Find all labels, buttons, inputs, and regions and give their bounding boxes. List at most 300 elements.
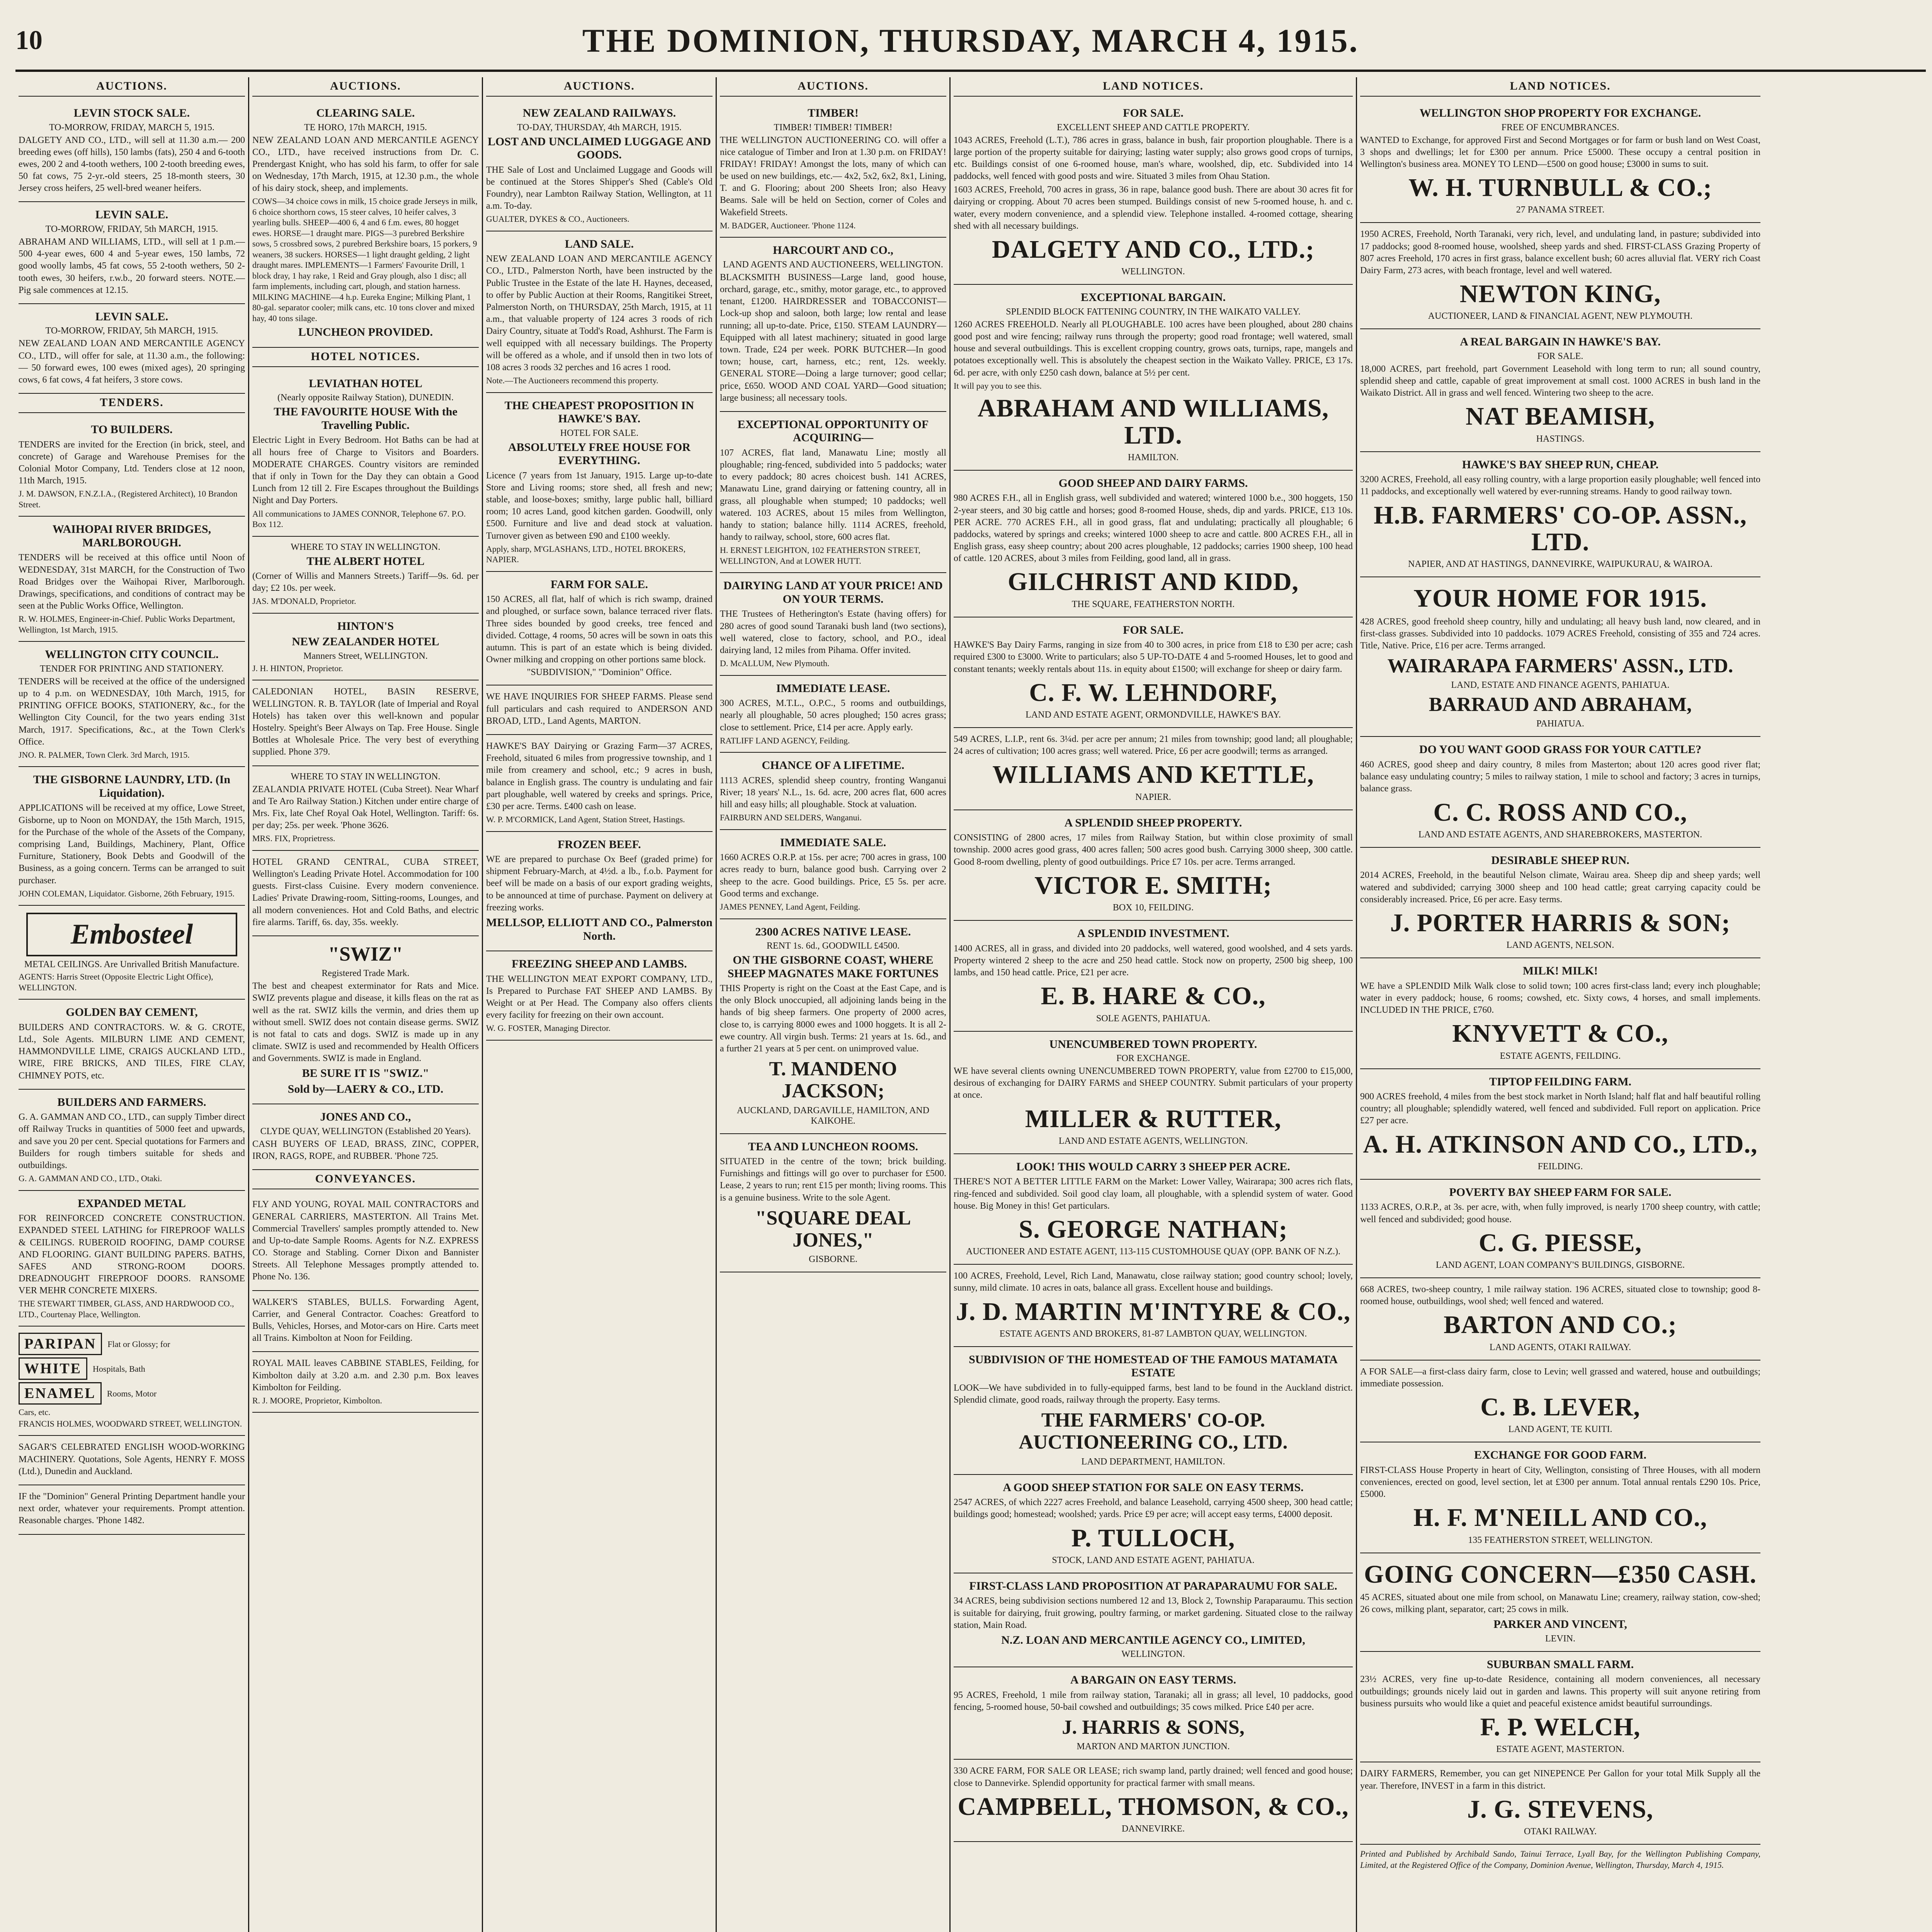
ad-title: FIRST-CLASS LAND PROPOSITION AT PARAPARAUMU FOR SALE.	[969, 1579, 1337, 1592]
ad-clearing-sale	[252, 100, 479, 348]
ad-kicker: HINTON'S	[337, 619, 394, 633]
ad-walkers-stables	[252, 1291, 479, 1352]
ad-welch	[1360, 1652, 1760, 1762]
ad-dominion-printing	[19, 1485, 245, 1535]
ad-body: WE have several clients owning UNENCUMBERED TOWN PROPERTY, value from £2700 to £15,000, desirous of exchanging for DAIRY FARMS and SHEEP COUNTRY. Submit particulars of your property at once.	[954, 1066, 1353, 1100]
ad-place: LAND AND ESTATE AGENTS, WELLINGTON.	[1058, 1136, 1248, 1146]
ad-place: 27 PANAMA STREET.	[1516, 205, 1605, 215]
ad-subtitle: SPLENDID BLOCK FATTENING COUNTRY, IN THE WAIKATO VALLEY.	[1006, 306, 1301, 317]
ad-advertiser: GILCHRIST AND KIDD,	[1007, 568, 1299, 596]
ad-expanded-metal	[19, 1191, 245, 1327]
ad-title: IMMEDIATE SALE.	[780, 836, 886, 849]
ad-title: TO BUILDERS.	[91, 423, 173, 436]
ad-barton	[1360, 1278, 1760, 1361]
ad-body: THE WELLINGTON MEAT EXPORT COMPANY, LTD., Is Prepared to Purchase FAT SHEEP AND LAMBS. By Weight or at Per Head. The Company also offers clients every facility for freezing on their own account.	[486, 974, 713, 1020]
ad-title: EXCEPTIONAL OPPORTUNITY OF ACQUIRING—	[737, 418, 929, 444]
ad-signature: MELLSOP, ELLIOTT AND CO., Palmerston North.	[486, 916, 713, 942]
ad-body: HAWKE'S BAY Dairying or Grazing Farm—37 ACRES, Freehold, situated 6 miles from progressive township, and 1 mile from creamery and school, etc.; 9 acres in bush, balance in English grass. The country is undulating and fair part ploughable, well watered by creeks and springs. Price, £30 per acre. Terms. £400 cash on lease.	[486, 741, 713, 811]
ad-body: The best and cheapest exterminator for Rats and Mice. SWIZ prevents plague and disease, it kills fleas on the rat as well as the rat. SWIZ kills the vermin, and dries them up without smell. SWIZ does not contain disease germs. SWIZ is not fatal to cats and dogs. SWIZ is made up in any climate. SWIZ is used and recommended by Health Officers and Governments. SWIZ is made in England.	[252, 981, 479, 1064]
ad-place: LAND AGENTS, OTAKI RAILWAY.	[1489, 1342, 1631, 1352]
ad-tender-city-council	[19, 642, 245, 767]
ad-place: WELLINGTON.	[1121, 1649, 1185, 1660]
ad-body: 1400 ACRES, all in grass, and divided into 20 paddocks, well watered, good woolshed, and 4 sets yards. Property wintered 2 sheep to the acre and 250 head cattle. Stock now on property, 2500 big sheep, 100 lambs, and 150 head cattle. Price, £21 per acre.	[954, 943, 1353, 978]
ad-title: DO YOU WANT GOOD GRASS FOR YOUR CATTLE?	[1419, 743, 1702, 756]
ad-frozen-beef	[486, 832, 713, 951]
ad-title: A GOOD SHEEP STATION FOR SALE ON EASY TERMS.	[1003, 1481, 1304, 1494]
ad-tender-waihopai	[19, 517, 245, 642]
ad-body: (Corner of Willis and Manners Streets.) Tariff—9s. 6d. per day; £2 10s. per week.	[252, 571, 479, 594]
ad-title: UNENCUMBERED TOWN PROPERTY.	[1049, 1037, 1257, 1051]
ad-freezing-sheep	[486, 951, 713, 1041]
ad-body: WE have a SPLENDID Milk Walk close to solid town; 100 acres first-class land; every inch ploughable; water in every paddock; house, 6 rooms; cowshed, etc. Sixty cows, 4 horses, and small implements. INCLUDED IN THE PRICE, £760.	[1360, 981, 1760, 1015]
ad-fly-young	[252, 1193, 479, 1291]
ad-advertiser: N.Z. LOAN AND MERCANTILE AGENCY CO., LIMITED,	[1001, 1633, 1305, 1646]
ad-title: EXPANDED METAL	[78, 1197, 186, 1210]
paripan-note: Rooms, Motor	[107, 1388, 157, 1398]
ad-body: SITUATED in the centre of the town; brick building. Furnishings and fittings will go over to purchaser for £500. Lease, 2 years to run; rent £15 per month; living rooms. This is a genuine business. Write to the sole Agent.	[720, 1156, 946, 1203]
ad-piesse	[1360, 1180, 1760, 1278]
ad-advertiser: T. MANDENO JACKSON;	[769, 1058, 897, 1102]
ad-body: DALGETY AND CO., LTD., will sell at 11.30 a.m.— 200 breeding ewes (off hills), 150 lambs (fats), 250 4 and 6-tooth ewes, 200 2 and 4-tooth wethers, 100 2-tooth breeding ewes, 50 fat cows, 75 2-yr.-old steers, 25 18-month steers, 30 Jersey cross heifers, 25 well-bred weaner heifers.	[19, 135, 245, 194]
ad-kicker: ON THE GISBORNE COAST, WHERE SHEEP MAGNATES MAKE FORTUNES	[728, 954, 939, 980]
ad-signature: D. McALLUM, New Plymouth.	[720, 658, 830, 668]
ad-body: 1260 ACRES FREEHOLD. Nearly all PLOUGHABLE. 100 acres have been ploughed, about 280 chains good post and wire fencing; railway runs through the property; good road frontage; well watered, small house and several outbuildings. This is excellent cropping country, grows oats, turnips, rape, mangels and potatoes exceptionally well. This is absolutely the cheapest section in the Waikato Valley. PRICE, £3 17s. 6d. per acre, with only £250 cash down, balance at 5½ per cent.	[954, 319, 1353, 378]
ad-body: 460 ACRES, good sheep and dairy country, 8 miles from Masterton; about 120 acres good river flat; balance easy undulating country; 5 miles to railway station, 1 mile to school and factory; 3 acres in turnips, balance grass.	[1360, 759, 1760, 794]
ad-title: POVERTY BAY SHEEP FARM FOR SALE.	[1449, 1185, 1672, 1199]
ad-body: 18,000 ACRES, part freehold, part Government Leasehold with long term to run; all sound country, splendid sheep and cattle, capable of great improvement at small cost. 1000 ACRES in bush land in the Waikato District. All in grass and well fenced. Wintering two sheep to the acre.	[1360, 364, 1760, 398]
ad-title: A SPLENDID INVESTMENT.	[1077, 927, 1230, 940]
ad-advertiser: DALGETY AND CO., LTD.;	[992, 235, 1315, 264]
ad-note: It will pay you to see this.	[954, 381, 1042, 391]
ad-title: FROZEN BEEF.	[558, 838, 641, 851]
ad-title: TIMBER!	[808, 107, 859, 119]
ad-body: THIS Property is right on the Coast at the East Cape, and is the only Block unoccupied, all adjoining lands being in the hands of big sheep farmers. One property of 2000 acres, close to, is carrying 8000 ewes and 1000 hoggets. It is all 2-ewe country. All virgin bush. Terms: 21 years at 1s. 6d., and a further 21 years at 5 per cent. on unimproved value.	[720, 983, 946, 1054]
paripan-note: Hospitals, Bath	[93, 1364, 145, 1374]
ad-leviathan-hotel	[252, 371, 479, 537]
ad-body: BUILDERS AND CONTRACTORS. W. & G. CROTE, Ltd., Sole Agents. MILBURN LIME AND CEMENT, HAMMONDVILLE LIME, CRAIGS AUCKLAND LTD., WIRE, FIRE BRICKS, AND TILES, FIRE CLAY, CHIMNEY POTS, etc.	[19, 1022, 245, 1081]
ad-body: 1950 ACRES, Freehold, North Taranaki, very rich, level, and undulating land, in pasture; subdivided into 17 paddocks; good 8-roomed house, woolshed, sheep yards and shed. FIRST-CLASS Grazing Property of 807 acres Freehold, 170 acres in first grass, balance excellent bush; 60 acres alluvial flat. VERY rich Coast Dairy Farm, 273 acres, with beach frontage, level and well watered.	[1360, 229, 1760, 276]
ad-lever	[1360, 1361, 1760, 1443]
ad-tea-rooms	[720, 1134, 946, 1273]
ad-harris-sons	[954, 1667, 1353, 1760]
ad-levin-sale-nzloan	[19, 304, 245, 394]
ad-place: LAND AGENT, TE KUITI.	[1508, 1424, 1612, 1435]
ad-signature: R. J. MOORE, Proprietor, Kimbolton.	[252, 1395, 382, 1405]
ad-body: 1113 ACRES, splendid sheep country, fronting Wanganui River; 18 years' N.L., 1s. 6d. acre, 200 acres flat, 600 acres hill and easy hills; all ploughable. Stock at valuation.	[720, 775, 946, 810]
ad-body: Electric Light in Every Bedroom. Hot Baths can be had at all hours free of Charge to Visitors and Boarders. MODERATE CHARGES. Country visitors are reminded that if only in Town for the Day they can obtain a Good Lunch from 12 till 2. Fire Escapes throughout the Buildings Night and Day Porters.	[252, 435, 479, 506]
paripan-note: Cars, etc.	[19, 1407, 51, 1417]
ad-body: NEW ZEALAND LOAN AND MERCANTILE AGENCY CO., LTD., have received instructions from Dr. C. Prendergast Knight, who has sold his farm, to offer for sale on Wednesday, 17th March, 1915, at 12.30 p.m., the whole of his dairy stock, sheep, and implements.	[252, 135, 479, 194]
ad-land-sale	[486, 231, 713, 393]
ad-tender-builders	[19, 417, 245, 517]
ad-levin-stock-sale	[19, 100, 245, 202]
embosteel-logo: Embosteel	[26, 913, 237, 956]
ad-place: DANNEVIRKE.	[1121, 1824, 1185, 1834]
ad-railways-lost-luggage	[486, 100, 713, 231]
ad-subtitle: FREE OF ENCUMBRANCES.	[1501, 122, 1619, 133]
ad-nz-loan-paraparaumu	[954, 1573, 1353, 1668]
ad-body: WANTED to Exchange, for approved First and Second Mortgages or for farm or bush land on West Coast, 3 shops and dwellings; let for £300 per annum. Price £5000. These occupy a central position in Wellington's business area. MONEY TO LEND—£500 on good house; £3000 in sums to suit.	[1360, 135, 1760, 169]
ad-place: MARTON AND MARTON JUNCTION.	[1077, 1742, 1230, 1752]
ad-title: BUILDERS AND FARMERS.	[57, 1095, 206, 1109]
ad-hawkes-bay-dairying	[486, 735, 713, 832]
ad-signature: FRANCIS HOLMES, WOODWARD STREET, WELLINGTON.	[19, 1418, 242, 1429]
ad-subtitle: HOTEL FOR SALE.	[560, 428, 639, 438]
ad-title: SUBURBAN SMALL FARM.	[1486, 1658, 1634, 1671]
ad-motto: BE SURE IT IS "SWIZ."	[302, 1067, 429, 1080]
ad-grand-central	[252, 851, 479, 936]
ad-advertiser: P. TULLOCH,	[1071, 1524, 1235, 1552]
ad-hintons	[252, 614, 479, 681]
ad-newton-king	[1360, 223, 1760, 329]
ad-body: THE Sale of Lost and Unclaimed Luggage and Goods will be continued at the Stores Shipper's Shed (Cable's Old Foundry), near Lambton Railway Station, Wellington, at 11 a.m. To-day.	[486, 165, 713, 211]
ad-title: TEA AND LUNCHEON ROOMS.	[748, 1140, 918, 1153]
ad-body: 330 ACRE FARM, FOR SALE OR LEASE; rich swamp land, partly drained; well fenced and good house; close to Dannevirke. Splendid opportunity for practical farmer with small means.	[954, 1766, 1353, 1788]
page-number: 10	[15, 26, 43, 55]
ad-agents: AGENTS: Harris Street (Opposite Electric Light Office), WELLINGTON.	[19, 972, 213, 992]
ad-signature: THE STEWART TIMBER, GLASS, AND HARDWOOD CO., LTD., Courtenay Place, Wellington.	[19, 1299, 234, 1319]
section-header-hotels: HOTEL NOTICES.	[252, 348, 479, 367]
ad-place: OTAKI RAILWAY.	[1524, 1826, 1597, 1837]
ad-date: TO-MORROW, FRIDAY, 5th MARCH, 1915.	[45, 326, 218, 336]
ad-body: G. A. GAMMAN AND CO., LTD., can supply Timber direct off Railway Trucks in quantities of 5000 feet and upwards, and save you 20 per cent. Special quotations for Farmers and Builders for rough timbers suitable for sheds and outbuildings.	[19, 1112, 245, 1170]
ad-advertiser: NAT BEAMISH,	[1466, 402, 1655, 431]
ad-title: CHANCE OF A LIFETIME.	[762, 759, 905, 772]
ad-title: WAIHOPAI RIVER BRIDGES, MARLBOROUGH.	[52, 523, 211, 549]
ad-signature: All communications to JAMES CONNOR, Telephone 67. P.O. Box 112.	[252, 509, 466, 529]
ad-title: HARCOURT AND CO.,	[773, 244, 893, 257]
ad-title: CLEARING SALE.	[316, 107, 415, 119]
paripan-word: WHITE	[19, 1357, 87, 1380]
ad-title: HAWKE'S BAY SHEEP RUN, CHEAP.	[1462, 458, 1659, 471]
ad-paripan	[19, 1327, 245, 1436]
ad-body: THERE'S NOT A BETTER LITTLE FARM on the Market: Lower Valley, Wairarapa; 300 acres rich flats, ring-fenced and subdivided. Soil good clay loam, all ploughable, with a splendid system of water. Good house. Big Money in this! Get particulars.	[954, 1177, 1353, 1211]
paripan-word: ENAMEL	[19, 1382, 102, 1405]
ad-body: 1660 ACRES O.R.P. at 15s. per acre; 700 acres in grass, 100 acres ready to burn, balance good bush. Carrying over 2 sheep to the acre. Good buildings. Price, £5 5s. per acre. Good terms and exchange.	[720, 852, 946, 899]
ad-title: SUBDIVISION OF THE HOMESTEAD OF THE FAMOUS MATAMATA ESTATE	[969, 1353, 1338, 1379]
ad-date: TE HORO, 17th MARCH, 1915.	[304, 122, 427, 133]
ad-title: WELLINGTON SHOP PROPERTY FOR EXCHANGE.	[1419, 107, 1701, 119]
ad-title: DAIRYING LAND AT YOUR PRICE! AND ON YOUR TERMS.	[723, 579, 943, 605]
ad-place: LAND AND ESTATE AGENTS, AND SHAREBROKERS, MASTERTON.	[1418, 829, 1702, 840]
ad-place: AUCTIONEER, LAND & FINANCIAL AGENT, NEW PLYMOUTH.	[1428, 311, 1693, 321]
masthead-title: THE DOMINION, THURSDAY, MARCH 4, 1915.	[582, 22, 1359, 59]
ad-body: A FOR SALE—a first-class dairy farm, close to Levin; well grassed and watered, house and outbuildings; immediate possession.	[1360, 1366, 1760, 1389]
ad-hare	[954, 921, 1353, 1031]
ad-place: 135 FEATHERSTON STREET, WELLINGTON.	[1468, 1535, 1653, 1545]
masthead	[15, 12, 1926, 72]
ad-signature: JAS. M'DONALD, Proprietor.	[252, 596, 356, 606]
ad-advertiser: MILLER & RUTTER,	[1025, 1104, 1282, 1133]
ad-body: DAIRY FARMERS, Remember, you can get NINEPENCE Per Gallon for your total Milk Supply all the year. Therefore, INVEST in a farm in this district.	[1360, 1769, 1760, 1791]
ad-title: YOUR HOME FOR 1915.	[1413, 584, 1707, 613]
ad-title: LEVIN SALE.	[95, 310, 168, 323]
ad-advertiser: J. G. STEVENS,	[1467, 1795, 1653, 1823]
ad-swiz	[252, 936, 479, 1105]
ad-advertiser: NEWTON KING,	[1459, 280, 1661, 308]
ad-body: TENDERS will be received at this office until Noon of WEDNESDAY, 31st MARCH, for the Construction of Two Road Bridges over the Waihopai River, Marlborough. Drawings, specifications, and conditions of contract may be seen at the Public Works Office, Wellington.	[19, 553, 245, 611]
ad-going-concern	[1360, 1553, 1760, 1652]
ad-place: BOX 10, FEILDING.	[1112, 903, 1194, 913]
ad-body: BLACKSMITH BUSINESS—Large land, good house, orchard, garage, etc., smithy, motor garage, etc., to approved tenant, £1200. HAIRDRESSER and TOBACCONIST—Lock-up shop and saloon, both large; low rental and lease running; all up-to-date. Price, £150. STEAM LAUNDRY—Equipped with all latest machinery; situated in good large town. Trade, £24 per week. PORK BUTCHER—In good town; house, cart, harness, etc.; rent, 12s. weekly. GENERAL STORE—Doing a large turnover; good cellar; price, £650. WOOD AND COAL YARD—Good situation; large business; all necessary tools.	[720, 272, 946, 403]
ad-signature: J. H. HINTON, Proprietor.	[252, 663, 343, 673]
ad-title: LEVIN SALE.	[95, 208, 168, 221]
ad-exceptional-bargain	[954, 285, 1353, 471]
ad-harcourt	[720, 238, 946, 412]
ad-matamata	[954, 1347, 1353, 1475]
ad-place: FEILDING.	[1537, 1161, 1583, 1172]
ad-advertiser: CAMPBELL, THOMSON, & CO.,	[957, 1792, 1349, 1821]
ad-signature: RATLIFF LAND AGENCY, Feilding.	[720, 735, 850, 745]
ad-date: TO-MORROW, FRIDAY, 5th MARCH, 1915.	[45, 224, 218, 234]
ad-nat-beamish	[1360, 329, 1760, 452]
section-header-auctions: AUCTIONS.	[486, 77, 713, 97]
ad-nathan	[954, 1154, 1353, 1265]
ad-levin-sale-abraham	[19, 202, 245, 304]
ad-place: ESTATE AGENT, MASTERTON.	[1496, 1744, 1624, 1755]
column-5	[951, 77, 1357, 1932]
ad-kicker: WHERE TO STAY IN WELLINGTON.	[291, 542, 440, 552]
ad-signature: G. A. GAMMAN AND CO., LTD., Otaki.	[19, 1173, 162, 1184]
ad-body: ABRAHAM AND WILLIAMS, LTD., will sell at 1 p.m.— 500 4-year ewes, 600 4 and 5-year ewes, 150 lambs, 72 good woolly lambs, 45 fat cows, 55 2-tooth wethers, 50 2-tooth ewes, 30 heifers, r.w.b., 20 forward steers. NOTE.—Pig sale commences at 12.15.	[19, 236, 245, 295]
ad-title: EXCEPTIONAL BARGAIN.	[1080, 291, 1226, 304]
ad-subtitle: (Nearly opposite Railway Station), DUNEDIN.	[277, 393, 454, 403]
ad-title: LEVIATHAN HOTEL	[309, 377, 422, 390]
ad-body: NEW ZEALAND LOAN AND MERCANTILE AGENCY CO., LTD., will offer for sale, at 11.30 a.m., the following:— 50 forward ewes, 100 ewes (mixed ages), 20 springing cows, 6 fat cows, 4 fat heifers, 3 store cows.	[19, 338, 245, 385]
ad-advertiser: THE FARMERS' CO-OP. AUCTIONEERING CO., LTD.	[1019, 1409, 1288, 1454]
ad-subtitle: TENDER FOR PRINTING AND STATIONERY.	[40, 663, 224, 674]
ad-advertiser: WILLIAMS AND KETTLE,	[992, 760, 1314, 789]
ad-signature: H. ERNEST LEIGHTON, 102 FEATHERSTON STREET, WELLINGTON, And at LOWER HUTT.	[720, 545, 921, 566]
ad-place: LAND AGENTS, NELSON.	[1506, 940, 1614, 951]
ad-title: WELLINGTON CITY COUNCIL.	[45, 648, 219, 661]
ad-place: STOCK, LAND AND ESTATE AGENT, PAHIATUA.	[1052, 1555, 1255, 1565]
ad-tulloch	[954, 1475, 1353, 1573]
ad-body: 34 ACRES, being subdivision sections numbered 12 and 13, Block 2, Township Paraparaumu. This section is suitable for dairying, fruit growing, poultry farming, or market gardening. Situated close to the railway station, Main Road.	[954, 1596, 1353, 1630]
ad-advertiser: WAIRARAPA FARMERS' ASSN., LTD.	[1387, 655, 1733, 677]
column-3	[483, 77, 717, 1932]
ad-body: SAGAR'S CELEBRATED ENGLISH WOOD-WORKING MACHINERY. Quotations, Sole Agents, HENRY F. MOSS (Ltd.), Dunedin and Auckland.	[19, 1442, 245, 1476]
ad-body: 900 ACRES freehold, 4 miles from the best stock market in North Island; half flat and half beautiful rolling country; all ploughable; splendidly watered, well fenced and subdivided. Full report on application. Price £27 per acre.	[1360, 1092, 1760, 1126]
ad-title: A BARGAIN ON EASY TERMS.	[1070, 1673, 1236, 1687]
ad-subtitle: FOR SALE.	[1537, 351, 1583, 361]
ad-signature: JAMES PENNEY, Land Agent, Feilding.	[720, 902, 861, 912]
ad-kicker: WHERE TO STAY IN WELLINGTON.	[291, 771, 440, 782]
section-header-land-notices: LAND NOTICES.	[1360, 77, 1760, 97]
ad-body: 100 ACRES, Freehold, Level, Rich Land, Manawatu, close railway station; good country school; lovely, sunny, mild climate. 10 acres in oats, balance all grass. Excellent house and buildings.	[954, 1271, 1353, 1293]
ad-body: 3200 ACRES, Freehold, all easy rolling country, with a large proportion easily ploughable; well fenced into 11 paddocks, and exceptionally well watered by ever-running streams. Handy to good railway town.	[1360, 474, 1760, 497]
ad-place: GISBORNE.	[808, 1254, 857, 1265]
ad-signature: R. W. HOLMES, Engineer-in-Chief. Public Works Department, Wellington, 1st March, 1915.	[19, 614, 235, 634]
ad-farm-for-sale	[486, 572, 713, 686]
ad-body: LOOK—We have subdivided in to fully-equipped farms, best land to be found in the Auckland district. Splendid climate, good roads, railway through the property. Easy terms.	[954, 1383, 1353, 1405]
ad-date: TO-MORROW, FRIDAY, MARCH 5, 1915.	[49, 122, 215, 133]
ad-gisborne-laundry	[19, 767, 245, 906]
ad-miller-rutter	[954, 1032, 1353, 1154]
ad-campbell-thomson	[954, 1760, 1353, 1842]
section-header-auctions: AUCTIONS.	[252, 77, 479, 97]
ad-title: LAND SALE.	[565, 237, 634, 250]
ad-immediate-sale	[720, 830, 946, 919]
ad-place: AUCTIONEER AND ESTATE AGENT, 113-115 CUSTOMHOUSE QUAY (OPP. BANK OF N.Z.).	[966, 1247, 1340, 1257]
section-header-auctions: AUCTIONS.	[720, 77, 946, 97]
ad-advertiser: BARRAUD AND ABRAHAM,	[1429, 694, 1692, 716]
ad-body: TENDERS are invited for the Erection (in brick, steel, and concrete) of Garage and Warehouse Premises for the Colonial Motor Company, Ltd. Tenders close at 12 noon, 11th March, 1915.	[19, 439, 245, 486]
ad-body: 980 ACRES F.H., all in English grass, well subdivided and watered; wintered 1000 b.e., 300 hoggets, 150 2-year steers, and 30 big cattle and horses; good 8-roomed House, sheds, dip and yards. PRICE, £13 10s. PER ACRE. 770 ACRES F.H., all in good grass, flat and undulating; practically all ploughable; 6 paddocks, watered by springs and creeks; wintered 1000 sheep to acre and cattle. 800 ACRES F.H., all in English grass, easy sheep country; about 200 acres ploughable, 12 paddocks; carries 1900 sheep, 100 head of cattle. 120 ACRES, about 3 miles from Feilding, good land, all in grass.	[954, 493, 1353, 564]
ad-tagline: ABSOLUTELY FREE HOUSE FOR EVERYTHING.	[508, 440, 691, 467]
ad-title: 2300 ACRES NATIVE LEASE.	[755, 925, 911, 938]
ad-place: PAHIATUA.	[1536, 719, 1584, 729]
ad-advertiser: C. G. PIESSE,	[1479, 1228, 1642, 1257]
ad-advertiser: F. P. WELCH,	[1480, 1713, 1641, 1742]
ad-turnbull	[1360, 100, 1760, 223]
ad-embosteel	[19, 906, 245, 1000]
ad-title: MILK! MILK!	[1522, 964, 1598, 978]
ad-date: TO-DAY, THURSDAY, 4th MARCH, 1915.	[517, 122, 682, 133]
ad-subtitle: Registered Trade Mark.	[321, 968, 410, 979]
ad-advertiser: C. F. W. LEHNDORF,	[1029, 678, 1277, 707]
ad-body: CASH BUYERS OF LEAD, BRASS, ZINC, COPPER, IRON, RAGS, ROPE, and RUBBER. 'Phone 725.	[252, 1139, 479, 1162]
ad-body: Manners Street, WELLINGTON.	[303, 651, 428, 661]
section-header-auctions: AUCTIONS.	[19, 77, 245, 97]
ad-body: ZEALANDIA PRIVATE HOTEL (Cuba Street). Near Wharf and Te Aro Railway Station.) Kitchen under entire charge of Mrs. Fix, late Chef Royal Oak Hotel, Wellington. Tariff: 6s. per day; 25s. per week. 'Phone 3626.	[252, 784, 479, 831]
ad-subtitle: FOR EXCHANGE.	[1116, 1053, 1190, 1063]
ad-ross	[1360, 737, 1760, 847]
ad-body: 1133 ACRES, O.R.P., at 3s. per acre, with, when fully improved, is nearly 1700 sheep country, with cattle; well fenced and subdivided; good house.	[1360, 1202, 1760, 1225]
ad-timber	[720, 100, 946, 238]
ad-porter-harris	[1360, 848, 1760, 958]
ad-signature: M. BADGER, Auctioneer. 'Phone 1124.	[720, 220, 856, 230]
ad-body: WE are prepared to purchase Ox Beef (graded prime) for shipment February-March, at 4½d. a lb., f.o.b. Payment for beef will be made on a basis of our export grading weights, to be announced at time of purchase. Payment on delivery at freezing works.	[486, 854, 713, 913]
section-header-conveyances: CONVEYANCES.	[252, 1170, 479, 1189]
ad-subtitle: RENT 1s. 6d., GOODWILL £4500.	[767, 941, 900, 951]
ad-title: DESIRABLE SHEEP RUN.	[1491, 854, 1629, 867]
ad-chance-of-lifetime	[720, 753, 946, 830]
ad-body: FLY AND YOUNG, ROYAL MAIL CONTRACTORS and GENERAL CARRIERS, MASTERTON. All Trains Met. Commercial Travellers' samples promptly attended to. New and Up-to-date Sample Rooms. Agents for N.Z. EXPRESS CO. Storage and Stabling. Corner Dixon and Bannister Streets. All Telephone Messages promptly attended to. Phone No. 136.	[252, 1199, 479, 1282]
ad-exceptional-opportunity	[720, 412, 946, 573]
ad-advertiser: VICTOR E. SMITH;	[1034, 871, 1272, 900]
ad-place: WELLINGTON.	[1121, 267, 1185, 277]
ad-signature: FAIRBURN AND SELDERS, Wanganui.	[720, 813, 862, 823]
ad-body: 2014 ACRES, Freehold, in the beautiful Nelson climate, Wairau area. Sheep dip and sheep yards; well watered and subdivided; carrying 3000 sheep and 100 head cattle; great carrying capacity could be considerably increased. Price, £6 per acre. Easy terms.	[1360, 870, 1760, 905]
ad-advertiser: J. PORTER HARRIS & SON;	[1390, 908, 1731, 937]
column-6	[1357, 77, 1764, 1932]
ad-dairying-land	[720, 573, 946, 675]
ad-body: IF the "Dominion" General Printing Department handle your next order, whatever your requirements. Prompt attention. Reasonable charges. 'Phone 1482.	[19, 1492, 245, 1526]
ad-advertiser: S. GEORGE NATHAN;	[1019, 1215, 1288, 1243]
ad-body: THE Trustees of Hetherington's Estate (having offers) for 280 acres of good sound Taranaki bush land (two sections), well watered, close to factory, school, and P.O., ideal dairying land, 12 miles from Pihama. Offer invited.	[720, 609, 946, 655]
ad-cheapest-hotel	[486, 393, 713, 572]
ad-lehndorf	[954, 617, 1353, 728]
ad-advertiser: E. B. HARE & CO.,	[1041, 982, 1266, 1010]
ad-title: NEW ZEALANDER HOTEL	[292, 635, 439, 648]
ad-place: LAND AGENT, LOAN COMPANY'S BUILDINGS, GISBORNE.	[1435, 1260, 1685, 1270]
ad-advertiser: W. H. TURNBULL & CO.;	[1408, 173, 1712, 202]
section-header-tenders: TENDERS.	[19, 394, 245, 413]
ad-body: Licence (7 years from 1st January, 1915. Large up-to-date Store and Living rooms; store shed, all fresh and new; stable, and loose-boxes; smithy, large public hall, billiard room; 10 acres Land, good kitchen garden. Goodwill, only £500. Furniture and live and dead stock at valuation. Turnover given as between £90 and £100 weekly.	[486, 470, 713, 541]
ad-dalgety	[954, 100, 1353, 285]
ad-title: GOOD SHEEP AND DAIRY FARMS.	[1058, 476, 1248, 490]
ad-title: IMMEDIATE LEASE.	[776, 682, 890, 695]
ad-williams-kettle	[954, 728, 1353, 810]
ad-advertiser: "SQUARE DEAL JONES,"	[755, 1207, 911, 1251]
ad-place: LAND AND ESTATE AGENT, ORMONDVILLE, HAWKE'S BAY.	[1026, 710, 1281, 720]
ad-golden-bay	[19, 1000, 245, 1089]
ad-immediate-lease	[720, 676, 946, 753]
ad-title: LOOK! THIS WOULD CARRY 3 SHEEP PER ACRE.	[1016, 1160, 1290, 1173]
ad-body: WALKER'S STABLES, BULLS. Forwarding Agent, Carrier, and General Contractor. Coaches: Greatford to Bulls, Vehicles, Horses, and Motor-cars on Hire. Carts meet all Trains. Kimbolton at Noon for Feilding.	[252, 1297, 479, 1344]
ad-tagline: THE FAVOURITE HOUSE With the Travelling Public.	[274, 405, 457, 432]
ad-body: 1043 ACRES, Freehold (L.T.), 786 acres in grass, balance in bush, fair proportion ploughable. There is a large portion of the property suitable for dairying; lasting water supply; also grows good crops of turnips, etc. Buildings consist of one 6-roomed house, man's whare, woolshed, dip, etc. Subdivided into 14 paddocks, well fenced with good posts and wire. Situated 3 miles from Ohau Station.	[954, 135, 1353, 182]
ad-body: 428 ACRES, good freehold sheep country, hilly and undulating; all heavy bush land, now cleared, and in first-class grasses. Subdivided into 10 paddocks. 1079 ACRES Freehold, consisting of 355 and 724 acres. Title, Native. Price, £16 per acre. Terms arranged.	[1360, 616, 1760, 651]
ad-body: 549 ACRES, L.I.P., rent 6s. 3¼d. per acre per annum; 21 miles from township; good land; all ploughable; 24 acres of cultivation; 100 acres grass; well watered. Price, £6 per acre goodwill; terms as arranged.	[954, 734, 1353, 757]
ad-body: 300 ACRES, M.T.L., O.P.C., 5 rooms and outbuildings, nearly all ploughable, 50 acres ploughed; 150 acres grass; close to settlement. Price, £14 per acre. Apply early.	[720, 698, 946, 733]
ad-subtitle: CLYDE QUAY, WELLINGTON (Established 20 Years).	[260, 1126, 471, 1136]
ad-title: A REAL BARGAIN IN HAWKE'S BAY.	[1460, 335, 1661, 349]
ad-items: COWS—34 choice cows in milk, 15 choice grade Jerseys in milk, 6 choice shorthorn cows, 15 steer calves, 10 heifer calves, 3 yearling bulls. SHEEP—400 6, 4 and 6 f.m. ewes, 80 hogget ewes. HORSE—1 draught mare. PIGS—3 purebred Berkshire sows, 5 crossbred sows, 2 purebred Berkshire boars, 15 porkers, 9 weaners, 38 suckers. HORSES—1 light draught gelding, 2 light draught mares. IMPLEMENTS—1 Farmers' Favourite Drill, 1 block dray, 1 hay rake, 1 Reid and Gray plough, also 1 disc; all farm implements, including cart, plough, and station harness. MILKING MACHINE—4 h.p. Eureka Engine; Milking Plant, 1 80-gal. separator cooler; milk cans, etc. 10 tons clover and mixed hay, 40 tons silage.	[252, 196, 478, 323]
ad-body: HOTEL GRAND CENTRAL, CUBA STREET, Wellington's Leading Private Hotel. Accommodation for 100 guests. First-class Cuisine. Every modern convenience. Ladies' Private Drawing-room, Sitting-rooms, Lounges, and all modern conveniences. Hot and Cold Baths, and electric fire alarms. Tariff, 6s. day, 35s. weekly.	[252, 857, 479, 927]
ad-signature: GUALTER, DYKES & CO., Auctioneers.	[486, 214, 629, 224]
section-header-land-notices: LAND NOTICES.	[954, 77, 1353, 97]
ad-advertiser: KNYVETT & CO.,	[1452, 1019, 1668, 1048]
ad-advertiser: J. D. MARTIN M'INTYRE & CO.,	[956, 1297, 1351, 1326]
ad-body: NEW ZEALAND LOAN AND MERCANTILE AGENCY CO., LTD., Palmerston North, have been instructed by the Public Trustee in the Estate of the late H. Haynes, deceased, to offer by Public Auction at their Rooms, Rangitikei Street, Palmerston North, on THURSDAY, 25th March, 1915, at 11 a.m., that valuable property of 124 acres 3 roods of rich Dairy Country, situate at Todd's Road, Ashhurst. The Farm is well equipped with all necessary buildings. The Property will be offered as a whole, and if unsold then in two lots of 108 acres 3 roods 32 perches and 16 acres 1 rood.	[486, 254, 713, 372]
ad-advertiser: C. C. ROSS AND CO.,	[1433, 798, 1687, 827]
ad-sagar	[19, 1436, 245, 1485]
ad-advertiser: BARTON AND CO.;	[1444, 1311, 1677, 1339]
ad-advertiser: A. H. ATKINSON AND CO., LTD.,	[1363, 1130, 1758, 1158]
ad-body: ROYAL MAIL leaves CABBINE STABLES, Feilding, for Kimbolton daily at 3.20 a.m. and 2.30 p.m. Box leaves Kimbolton for Feilding.	[252, 1358, 479, 1393]
ad-title: THE ALBERT HOTEL	[306, 554, 425, 568]
ad-place: LAND DEPARTMENT, HAMILTON.	[1081, 1456, 1225, 1467]
ad-place: SOLE AGENTS, PAHIATUA.	[1096, 1013, 1211, 1024]
ad-title: FOR SALE.	[1123, 107, 1184, 119]
ad-place: THE SQUARE, FEATHERSTON NORTH.	[1071, 599, 1235, 609]
ad-body: FIRST-CLASS House Property in heart of City, Wellington, consisting of Three Houses, with all modern conveniences, erected on good, level section, let at £300 per annum. Total annual rentals £290 10s. Price, £5000.	[1360, 1465, 1760, 1500]
ad-subtitle: EXCELLENT SHEEP AND CATTLE PROPERTY.	[1057, 122, 1250, 133]
ad-title: JONES AND CO.,	[320, 1111, 411, 1124]
ad-place: HASTINGS.	[1536, 434, 1585, 444]
ad-body: APPLICATIONS will be received at my office, Lowe Street, Gisborne, up to Noon on MONDAY, the 15th March, 1915, for the Purchase of the whole of the Assets of the Company, comprising Land, Buildings, Machinery, Plant, Office Furniture, Stationery, Book Debts and Goodwill of the Business, as a going concern. Terms can be arranged to suit purchaser.	[19, 803, 245, 886]
ad-body: FOR REINFORCED CONCRETE CONSTRUCTION. EXPANDED STEEL LATHING for FIREPROOF WALLS & CEILINGS. RUBEROID ROOFING, DAMP COURSE AND FLOORING. GIANT BUILDING PAPERS. BATHS, SAFES AND STRONG-ROOM DOORS. DREADNOUGHT FIREPROOF DOORS. RANSOME VER MEHR CONCRETE MIXERS.	[19, 1213, 245, 1296]
ad-signature: JNO. R. PALMER, Town Clerk. 3rd March, 1915.	[19, 750, 190, 760]
ad-footer: LUNCHEON PROVIDED.	[298, 326, 433, 339]
ad-signature: Apply, sharp, M'GLASHANS, LTD., HOTEL BROKERS, NAPIER.	[486, 544, 686, 565]
ad-your-home-1915	[1360, 577, 1760, 737]
ad-title: NEW ZEALAND RAILWAYS.	[522, 107, 676, 119]
ad-body: THE WELLINGTON AUCTIONEERING CO. will offer a nice catalogue of Timber and Iron at 1.30 p.m. on FRIDAY! FRIDAY! FRIDAY! Amongst the lots, many of which can be used on new buildings, etc.— 4x2, 5x2, 6x2, 8x1, Lining, T. and G. Flooring; about 200 Sheets Iron; also Heavy Beams. Sale will be held on Section, corner of Coles and Wakefield Streets.	[720, 135, 946, 218]
ad-anderson-broad	[486, 685, 713, 735]
ad-mcneill	[1360, 1442, 1760, 1553]
column-4	[717, 77, 951, 1932]
ad-place: AUCKLAND, DARGAVILLE, HAMILTON, AND KAIKOHE.	[736, 1105, 930, 1126]
ad-body: CONSISTING of 2800 acres, 17 miles from Railway Station, but within close proximity of small township. 2000 acres good grass, 400 acres fallen; 500 acres good bush. Carrying 3000 sheep, 300 cattle. Good 8-room dwelling, plenty of good outbuildings. Price £7 10s. per acre. Terms arranged.	[954, 833, 1353, 867]
ad-title: TIPTOP FEILDING FARM.	[1489, 1075, 1632, 1088]
printers-imprint: Printed and Published by Archibald Sando, Tainui Terrace, Lyall Bay, for the Wellington Publishing Company, Limited, at the Registered Office of the Company, Dominion Avenue, Wellington, Thursday, March 4, 1915.	[1360, 1849, 1760, 1870]
ad-hb-farmers	[1360, 452, 1760, 577]
ad-zealandia	[252, 766, 479, 851]
ad-place: LAND, ESTATE AND FINANCE AGENTS, PAHIATUA.	[1451, 680, 1670, 690]
ad-place: LEVIN.	[1545, 1633, 1575, 1644]
ad-body: 45 ACRES, situated about one mile from school, on Manawatu Line; creamery, railway station, cow-shed; 26 cows, milking plant, separator, cart; 25 cows in milk.	[1360, 1592, 1760, 1615]
ad-jones	[252, 1104, 479, 1170]
ad-atkinson	[1360, 1069, 1760, 1180]
ad-native-lease	[720, 919, 946, 1134]
ad-title: GOLDEN BAY CEMENT,	[66, 1006, 198, 1019]
ad-gilchrist-kidd	[954, 471, 1353, 617]
ad-reply-to: "SUBDIVISION," "Dominion" Office.	[527, 667, 672, 678]
ad-advertiser: H.B. FARMERS' CO-OP. ASSN., LTD.	[1374, 501, 1747, 556]
